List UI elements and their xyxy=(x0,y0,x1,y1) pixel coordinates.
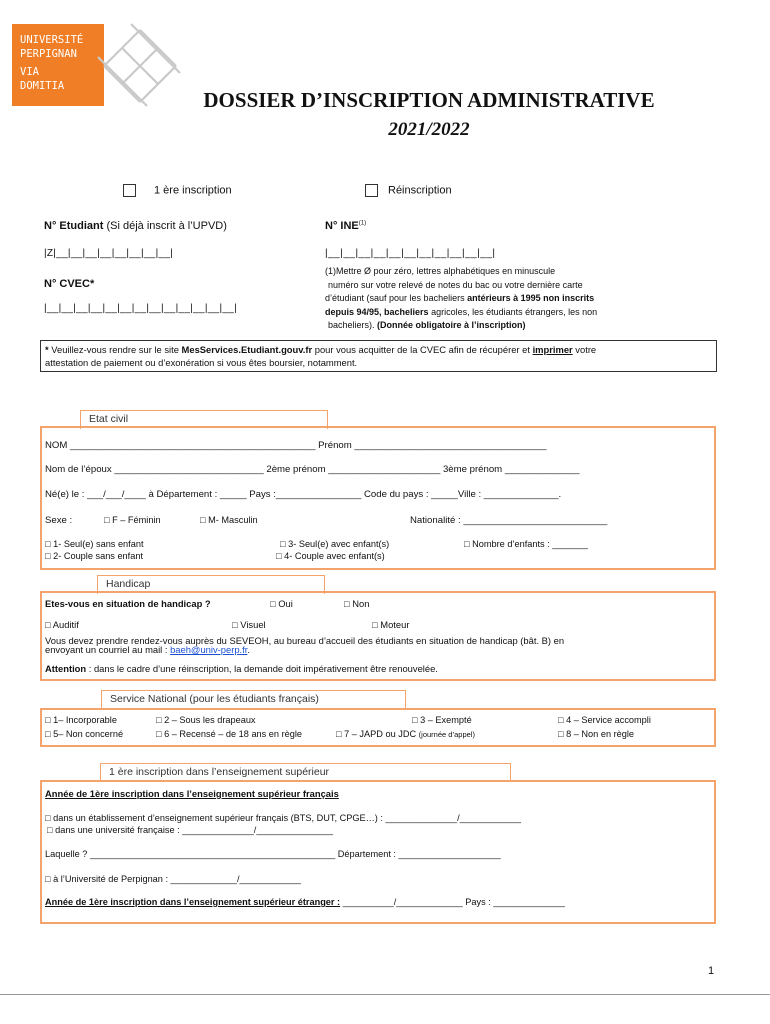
naissance-field[interactable]: Né(e) le : ___/___/____ à Département : _____ Pays :________________ Code du pays : _____Ville : ______________. xyxy=(45,489,562,500)
sexe-masculin-option[interactable]: □ M- Masculin xyxy=(200,515,258,525)
logo-line-3: VIA xyxy=(20,66,39,78)
cvec-notice-box xyxy=(40,340,717,372)
ine-note-line-4b: agricoles, les étudiants étrangers, les non xyxy=(428,306,598,317)
cvec-notice-line-2: attestation de paiement ou d’exonération si vous êtes boursier, notamment. xyxy=(45,357,358,368)
reinscription-option[interactable] xyxy=(365,184,452,197)
logo-line-2: PERPIGNAN xyxy=(20,48,77,60)
student-number-field[interactable]: |Z|__|__|__|__|__|__|__|__| xyxy=(44,248,174,259)
superieur-etranger-heading: Année de 1ère inscription dans l’enseignement supérieur étranger : xyxy=(45,897,341,907)
section-label-etat-civil: Etat civil xyxy=(80,410,328,429)
handicap-non-option[interactable]: □ Non xyxy=(344,598,370,609)
nom-field[interactable]: NOM ______________________________________________ Prénom ____________________________________ xyxy=(45,440,547,451)
ine-field[interactable]: |__|__|__|__|__|__|__|__|__|__|__| xyxy=(325,248,496,259)
superieur-label: 1 ère inscription dans l’enseignement supérieur xyxy=(109,766,330,778)
first-inscription-checkbox[interactable] xyxy=(123,184,136,197)
epoux-field[interactable]: Nom de l’époux ____________________________ 2ème prénom _____________________ 3ème prénom ______________ xyxy=(45,464,580,475)
section-handicap xyxy=(40,591,716,681)
situation-4-option[interactable]: □ 4- Couple avec enfant(s) xyxy=(276,551,385,561)
section-service-national xyxy=(40,708,716,747)
ine-note-line-2: numéro sur votre relevé de notes du bac ou votre dernière carte xyxy=(328,279,583,290)
section-superieur xyxy=(40,780,716,924)
page-title: DOSSIER D’INSCRIPTION ADMINISTRATIVE xyxy=(203,88,655,112)
cvec-notice-line-1 xyxy=(45,344,596,355)
handicap-info-line-1: Vous devez prendre rendez-vous auprès du SEVEOH, au bureau d’accueil des étudiants en situation de handicap (bât. B) en xyxy=(45,635,565,646)
ine-note-line-1: (1)Mettre Ø pour zéro, lettres alphabétiques en minuscule xyxy=(325,266,556,276)
superieur-etranger-line[interactable] xyxy=(45,897,565,907)
superieur-france-heading: Année de 1ère inscription dans l’enseignement supérieur français xyxy=(45,788,339,799)
reinscription-checkbox[interactable] xyxy=(365,184,378,197)
logo-line-4: DOMITIA xyxy=(20,80,65,92)
situation-1-option[interactable]: □ 1- Seul(e) sans enfant xyxy=(45,539,144,549)
section-label-service-national: Service National (pour les étudiants français) xyxy=(101,690,406,709)
student-number-label: N° Etudiant xyxy=(44,220,104,232)
ine-label: N° INE xyxy=(325,220,359,232)
cvec-asterisk: * xyxy=(45,344,52,355)
superieur-etranger-fields[interactable]: __________/_____________ Pays : ______________ xyxy=(340,897,565,907)
ine-heading xyxy=(325,220,366,232)
handicap-info-end: . xyxy=(247,644,250,655)
national-option-7-label: □ 7 – JAPD ou JDC xyxy=(336,729,417,739)
handicap-auditif-option[interactable]: □ Auditif xyxy=(45,619,79,630)
national-option-1[interactable]: □ 1– Incorporable xyxy=(45,715,117,725)
handicap-question: Etes-vous en situation de handicap ? xyxy=(45,598,211,609)
handicap-oui-option[interactable]: □ Oui xyxy=(270,598,293,609)
handicap-info-text: envoyant un courriel au mail : xyxy=(45,644,171,655)
situation-3-option[interactable]: □ 3- Seul(e) avec enfant(s) xyxy=(280,539,390,549)
national-option-8[interactable]: □ 8 – Non en règle xyxy=(558,729,635,739)
footer-divider xyxy=(0,994,770,995)
ine-note-line-5a: bacheliers). xyxy=(328,320,378,331)
cvec-field[interactable]: |__|__|__|__|__|__|__|__|__|__|__|__|__| xyxy=(44,303,237,314)
student-number-hint: (Si déjà inscrit à l’UPVD) xyxy=(106,220,227,232)
student-number-heading xyxy=(44,220,227,232)
attention-label: Attention xyxy=(45,663,87,674)
cvec-notice-text-2: pour vous acquitter de la CVEC afin de récupérer et xyxy=(312,344,533,355)
handicap-info-line-2 xyxy=(45,644,250,655)
national-option-5[interactable]: □ 5– Non concerné xyxy=(45,729,124,739)
national-option-2[interactable]: □ 2 – Sous les drapeaux xyxy=(156,715,256,725)
ine-note xyxy=(325,265,597,333)
attention-text: : dans le cadre d’une réinscription, la demande doit impérativement être renouvelée. xyxy=(86,663,438,674)
reinscription-label: Réinscription xyxy=(388,184,452,197)
ine-note-line-5b: (Donnée obligatoire à l’inscription) xyxy=(377,320,526,331)
handicap-email-link[interactable]: baeh@univ-perp.fr xyxy=(170,644,248,655)
cvec-print-word: imprimer xyxy=(532,344,573,355)
logo-line-1: UNIVERSITÉ xyxy=(20,34,84,46)
first-inscription-option[interactable] xyxy=(123,184,232,197)
ine-footnote-mark: (1) xyxy=(358,220,367,227)
national-option-4[interactable]: □ 4 – Service accompli xyxy=(558,715,651,725)
national-option-7[interactable] xyxy=(336,729,475,739)
sexe-label: Sexe : xyxy=(45,515,73,526)
section-etat-civil xyxy=(40,426,716,570)
national-option-7-note: (journée d’appel) xyxy=(418,730,475,739)
academic-year: 2021/2022 xyxy=(388,119,470,140)
national-option-6[interactable]: □ 6 – Recensé – de 18 ans en règle xyxy=(156,729,303,739)
first-inscription-label: 1 ère inscription xyxy=(154,184,232,197)
handicap-visuel-option[interactable]: □ Visuel xyxy=(232,619,266,630)
ine-note-line-3b: antérieurs à 1995 non inscrits xyxy=(467,293,595,304)
ine-note-line-4a: depuis 94/95, bacheliers xyxy=(325,306,429,317)
superieur-etablissement-field[interactable]: □ dans un établissement d’enseignement supérieur français (BTS, DUT, CPGE…) : ______________/____________ xyxy=(45,813,521,823)
situation-2-option[interactable]: □ 2- Couple sans enfant xyxy=(45,551,143,561)
sexe-feminin-option[interactable]: □ F – Féminin xyxy=(104,515,161,525)
cvec-notice-text-3: votre xyxy=(572,344,597,355)
handicap-attention xyxy=(45,663,438,674)
section-label-handicap: Handicap xyxy=(97,575,325,594)
handicap-moteur-option[interactable]: □ Moteur xyxy=(372,619,410,630)
nationalite-field[interactable]: Nationalité : ___________________________ xyxy=(410,515,608,526)
cvec-site-name: MesServices.Etudiant.gouv.fr xyxy=(181,344,313,355)
cvec-label: N° CVEC* xyxy=(44,278,95,290)
superieur-upvd-field[interactable]: □ à l’Université de Perpignan : _____________/____________ xyxy=(45,874,301,884)
superieur-universite-field[interactable]: □ dans une université française : ______________/_______________ xyxy=(47,825,334,835)
page-number: 1 xyxy=(708,965,715,977)
superieur-laquelle-field[interactable]: Laquelle ? ________________________________________________ Département : ____________________ xyxy=(45,849,501,859)
national-option-3[interactable]: □ 3 – Exempté xyxy=(412,715,472,725)
nombre-enfants-field[interactable]: □ Nombre d’enfants : _______ xyxy=(464,539,589,549)
cvec-notice-text-1: Veuillez-vous rendre sur le site xyxy=(51,344,182,355)
ine-note-line-3a: d’étudiant (sauf pour les bacheliers xyxy=(325,293,468,304)
